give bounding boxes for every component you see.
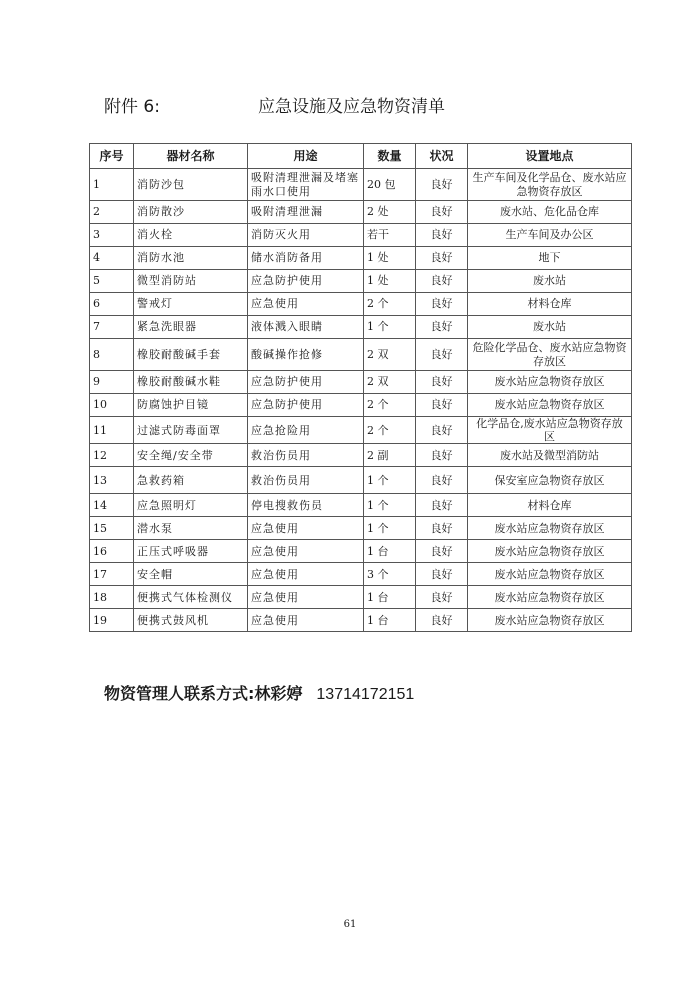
cell-qty: 1 台 (364, 540, 416, 563)
cell-status: 良好 (416, 467, 468, 494)
cell-location: 废水站应急物资存放区 (468, 563, 632, 586)
page-number: 61 (343, 919, 357, 930)
cell-no: 8 (90, 339, 134, 371)
cell-use: 应急使用 (248, 563, 364, 586)
cell-no: 5 (90, 270, 134, 293)
cell-qty: 1 个 (364, 316, 416, 339)
attachment-label: 附件 6: (104, 97, 160, 117)
page-title: 应急设施及应急物资清单 (258, 97, 445, 117)
cell-use: 应急使用 (248, 609, 364, 632)
table-row (90, 517, 632, 540)
cell-qty: 2 个 (364, 394, 416, 417)
cell-name: 正压式呼吸器 (134, 540, 248, 563)
table-row (90, 371, 632, 394)
cell-no: 14 (90, 494, 134, 517)
cell-status: 良好 (416, 540, 468, 563)
cell-no: 2 (90, 201, 134, 224)
cell-location: 废水站应急物资存放区 (468, 540, 632, 563)
cell-qty: 2 双 (364, 339, 416, 371)
cell-location: 废水站应急物资存放区 (468, 394, 632, 417)
cell-use: 吸附清理泄漏及堵塞雨水口使用 (248, 169, 364, 201)
cell-no: 13 (90, 467, 134, 494)
cell-no: 10 (90, 394, 134, 417)
table-row (90, 247, 632, 270)
cell-location: 生产车间及化学品仓、废水站应急物资存放区 (468, 169, 632, 201)
cell-no: 15 (90, 517, 134, 540)
cell-qty: 1 处 (364, 247, 416, 270)
contact-phone: 13714172151 (316, 686, 415, 703)
cell-qty: 1 个 (364, 467, 416, 494)
cell-no: 17 (90, 563, 134, 586)
cell-qty: 2 个 (364, 417, 416, 444)
cell-name: 微型消防站 (134, 270, 248, 293)
cell-status: 良好 (416, 609, 468, 632)
cell-use: 救治伤员用 (248, 467, 364, 494)
column-header-qty: 数量 (364, 144, 416, 169)
cell-use: 应急使用 (248, 293, 364, 316)
cell-status: 良好 (416, 586, 468, 609)
cell-no: 18 (90, 586, 134, 609)
table-row (90, 270, 632, 293)
cell-location: 材料仓库 (468, 494, 632, 517)
table-row (90, 394, 632, 417)
cell-location: 废水站应急物资存放区 (468, 586, 632, 609)
table-row (90, 467, 632, 494)
cell-location: 废水站应急物资存放区 (468, 609, 632, 632)
cell-name: 橡胶耐酸碱水鞋 (134, 371, 248, 394)
cell-no: 6 (90, 293, 134, 316)
cell-location: 生产车间及办公区 (468, 224, 632, 247)
cell-use: 应急防护使用 (248, 270, 364, 293)
cell-no: 4 (90, 247, 134, 270)
cell-name: 消防水池 (134, 247, 248, 270)
cell-qty: 2 个 (364, 293, 416, 316)
cell-location: 废水站及微型消防站 (468, 444, 632, 467)
table-row (90, 586, 632, 609)
cell-status: 良好 (416, 339, 468, 371)
cell-status: 良好 (416, 169, 468, 201)
cell-name: 便携式鼓风机 (134, 609, 248, 632)
cell-no: 3 (90, 224, 134, 247)
cell-status: 良好 (416, 201, 468, 224)
cell-qty: 2 副 (364, 444, 416, 467)
cell-name: 急救药箱 (134, 467, 248, 494)
cell-use: 储水消防备用 (248, 247, 364, 270)
cell-qty: 1 台 (364, 586, 416, 609)
cell-no: 12 (90, 444, 134, 467)
table-row (90, 417, 632, 444)
cell-qty: 3 个 (364, 563, 416, 586)
cell-qty: 1 个 (364, 517, 416, 540)
cell-status: 良好 (416, 517, 468, 540)
cell-name: 消防散沙 (134, 201, 248, 224)
cell-use: 应急使用 (248, 540, 364, 563)
table-row (90, 201, 632, 224)
table-row (90, 540, 632, 563)
cell-status: 良好 (416, 563, 468, 586)
table-row (90, 494, 632, 517)
table-row (90, 444, 632, 467)
cell-no: 9 (90, 371, 134, 394)
cell-use: 吸附清理泄漏 (248, 201, 364, 224)
table-row (90, 563, 632, 586)
heading-row (104, 92, 624, 116)
cell-status: 良好 (416, 293, 468, 316)
table-header-row (90, 144, 632, 169)
table-row (90, 316, 632, 339)
table-row (90, 169, 632, 201)
cell-no: 7 (90, 316, 134, 339)
cell-name: 紧急洗眼器 (134, 316, 248, 339)
cell-no: 16 (90, 540, 134, 563)
cell-location: 废水站应急物资存放区 (468, 371, 632, 394)
table-row (90, 293, 632, 316)
cell-use: 救治伤员用 (248, 444, 364, 467)
cell-status: 良好 (416, 394, 468, 417)
cell-location: 废水站 (468, 316, 632, 339)
cell-use: 应急使用 (248, 517, 364, 540)
cell-use: 应急抢险用 (248, 417, 364, 444)
cell-qty: 1 个 (364, 494, 416, 517)
cell-no: 11 (90, 417, 134, 444)
table-row (90, 339, 632, 371)
cell-no: 1 (90, 169, 134, 201)
cell-location: 废水站、危化品仓库 (468, 201, 632, 224)
cell-use: 应急使用 (248, 586, 364, 609)
cell-use: 应急防护使用 (248, 371, 364, 394)
cell-qty: 若干 (364, 224, 416, 247)
cell-use: 停电搜救伤员 (248, 494, 364, 517)
cell-use: 应急防护使用 (248, 394, 364, 417)
cell-location: 地下 (468, 247, 632, 270)
cell-status: 良好 (416, 247, 468, 270)
column-header-name: 器材名称 (134, 144, 248, 169)
cell-location: 废水站 (468, 270, 632, 293)
cell-use: 液体溅入眼睛 (248, 316, 364, 339)
cell-name: 安全绳/安全带 (134, 444, 248, 467)
cell-name: 警戒灯 (134, 293, 248, 316)
column-header-location: 设置地点 (468, 144, 632, 169)
cell-name: 便携式气体检测仪 (134, 586, 248, 609)
column-header-status: 状况 (416, 144, 468, 169)
cell-no: 19 (90, 609, 134, 632)
cell-name: 过滤式防毒面罩 (134, 417, 248, 444)
cell-location: 废水站应急物资存放区 (468, 517, 632, 540)
cell-location: 化学品仓,废水站应急物资存放区 (468, 417, 632, 444)
cell-use: 消防灭火用 (248, 224, 364, 247)
cell-qty: 20 包 (364, 169, 416, 201)
cell-qty: 2 双 (364, 371, 416, 394)
cell-location: 保安室应急物资存放区 (468, 467, 632, 494)
contact-label: 物资管理人联系方式:林彩婷 (104, 684, 303, 703)
cell-name: 安全帽 (134, 563, 248, 586)
cell-name: 应急照明灯 (134, 494, 248, 517)
cell-name: 潜水泵 (134, 517, 248, 540)
column-header-use: 用途 (248, 144, 364, 169)
table-row (90, 224, 632, 247)
cell-name: 橡胶耐酸碱手套 (134, 339, 248, 371)
cell-status: 良好 (416, 316, 468, 339)
supplies-table (89, 143, 632, 632)
cell-status: 良好 (416, 224, 468, 247)
cell-status: 良好 (416, 371, 468, 394)
cell-status: 良好 (416, 270, 468, 293)
cell-name: 消火栓 (134, 224, 248, 247)
cell-status: 良好 (416, 444, 468, 467)
column-header-no: 序号 (90, 144, 134, 169)
table-body (90, 169, 632, 632)
cell-use: 酸碱操作抢修 (248, 339, 364, 371)
cell-status: 良好 (416, 417, 468, 444)
cell-name: 消防沙包 (134, 169, 248, 201)
cell-location: 危险化学品仓、废水站应急物资存放区 (468, 339, 632, 371)
table-row (90, 609, 632, 632)
cell-qty: 1 台 (364, 609, 416, 632)
cell-location: 材料仓库 (468, 293, 632, 316)
cell-qty: 1 处 (364, 270, 416, 293)
cell-status: 良好 (416, 494, 468, 517)
cell-qty: 2 处 (364, 201, 416, 224)
cell-name: 防腐蚀护目镜 (134, 394, 248, 417)
contact-line (104, 681, 414, 704)
